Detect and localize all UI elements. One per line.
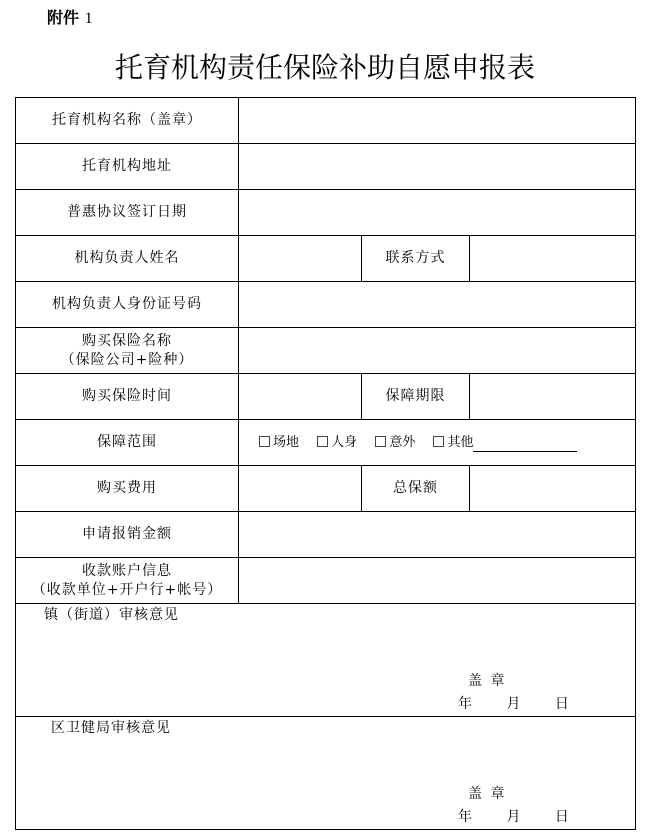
- field-contact[interactable]: [470, 236, 636, 282]
- scope-option-label: 其他: [447, 435, 474, 450]
- checkbox-icon[interactable]: [375, 436, 386, 447]
- annex-text: 附件: [47, 8, 80, 27]
- checkbox-icon[interactable]: [259, 436, 270, 447]
- field-agreement-date[interactable]: [239, 190, 636, 236]
- other-fill-line[interactable]: [473, 438, 577, 452]
- checkbox-icon[interactable]: [317, 436, 328, 447]
- date-day: 日: [554, 696, 570, 712]
- field-leader-id[interactable]: [239, 282, 636, 328]
- field-coverage-scope: [239, 420, 636, 466]
- annex-number: 1: [84, 10, 93, 27]
- district-review-box[interactable]: [16, 717, 636, 830]
- town-review-box[interactable]: [16, 604, 636, 717]
- town-review-seal: 盖 章: [468, 673, 507, 689]
- field-total-amount[interactable]: [470, 466, 636, 512]
- date-month: 月: [506, 809, 522, 825]
- district-review-seal: 盖 章: [468, 786, 507, 802]
- label-reimburse-amount: 申请报销金额: [16, 512, 239, 558]
- district-review-date: [458, 808, 570, 827]
- label-org-address: 托育机构地址: [16, 144, 239, 190]
- row-org-address: [16, 144, 636, 190]
- row-leader: [16, 236, 636, 282]
- row-account: [16, 558, 636, 604]
- field-reimburse-amount[interactable]: [239, 512, 636, 558]
- page-title: 托育机构责任保险补助自愿申报表: [114, 51, 535, 84]
- row-insurance-time: [16, 374, 636, 420]
- label-account-line2: （收款单位+开户行+帐号）: [31, 581, 223, 598]
- row-coverage-scope: [16, 420, 636, 466]
- row-district-review: [16, 717, 636, 830]
- field-coverage-period[interactable]: [470, 374, 636, 420]
- field-insurance-time[interactable]: [239, 374, 362, 420]
- row-org-name: [16, 98, 636, 144]
- label-leader-id: 机构负责人身份证号码: [16, 282, 239, 328]
- checkbox-icon[interactable]: [433, 436, 444, 447]
- label-total-amount: 总保额: [362, 466, 470, 512]
- label-contact: 联系方式: [362, 236, 470, 282]
- label-coverage-scope: 保障范围: [16, 420, 239, 466]
- scope-option-label: 场地: [273, 435, 300, 450]
- town-review-label: 镇（街道）审核意见: [44, 607, 179, 623]
- label-account-line1: 收款账户信息: [82, 562, 172, 579]
- row-agreement-date: [16, 190, 636, 236]
- row-leader-id: [16, 282, 636, 328]
- scope-option-person[interactable]: [317, 433, 357, 452]
- date-year: 年: [458, 696, 473, 712]
- row-town-review: [16, 604, 636, 717]
- label-coverage-period: 保障期限: [362, 374, 470, 420]
- application-form-table: [15, 97, 636, 830]
- scope-option-accident[interactable]: [375, 433, 415, 452]
- field-account[interactable]: [239, 558, 636, 604]
- row-reimburse: [16, 512, 636, 558]
- field-cost[interactable]: [239, 466, 362, 512]
- date-day: 日: [554, 809, 570, 825]
- label-agreement-date: 普惠协议签订日期: [16, 190, 239, 236]
- field-insurance-name[interactable]: [239, 328, 636, 374]
- scope-option-site[interactable]: [259, 433, 299, 452]
- label-insurance-name-line1: 购买保险名称: [82, 332, 172, 349]
- scope-option-other[interactable]: [433, 433, 577, 452]
- scope-option-label: 意外: [389, 435, 416, 450]
- label-cost: 购买费用: [16, 466, 239, 512]
- label-leader-name: 机构负责人姓名: [16, 236, 239, 282]
- date-month: 月: [506, 696, 522, 712]
- field-org-name[interactable]: [239, 98, 636, 144]
- label-insurance-time: 购买保险时间: [16, 374, 239, 420]
- label-account: [16, 558, 239, 604]
- field-org-address[interactable]: [239, 144, 636, 190]
- label-org-name: 托育机构名称（盖章）: [16, 98, 239, 144]
- row-cost: [16, 466, 636, 512]
- label-insurance-name: [16, 328, 239, 374]
- field-leader-name[interactable]: [239, 236, 362, 282]
- scope-option-label: 人身: [331, 435, 358, 450]
- town-review-date: [458, 695, 570, 714]
- row-insurance-name: [16, 328, 636, 374]
- date-year: 年: [458, 809, 473, 825]
- district-review-label: 区卫健局审核意见: [51, 720, 171, 736]
- annex-label: [47, 5, 93, 28]
- label-insurance-name-line2: （保险公司+险种）: [60, 351, 194, 368]
